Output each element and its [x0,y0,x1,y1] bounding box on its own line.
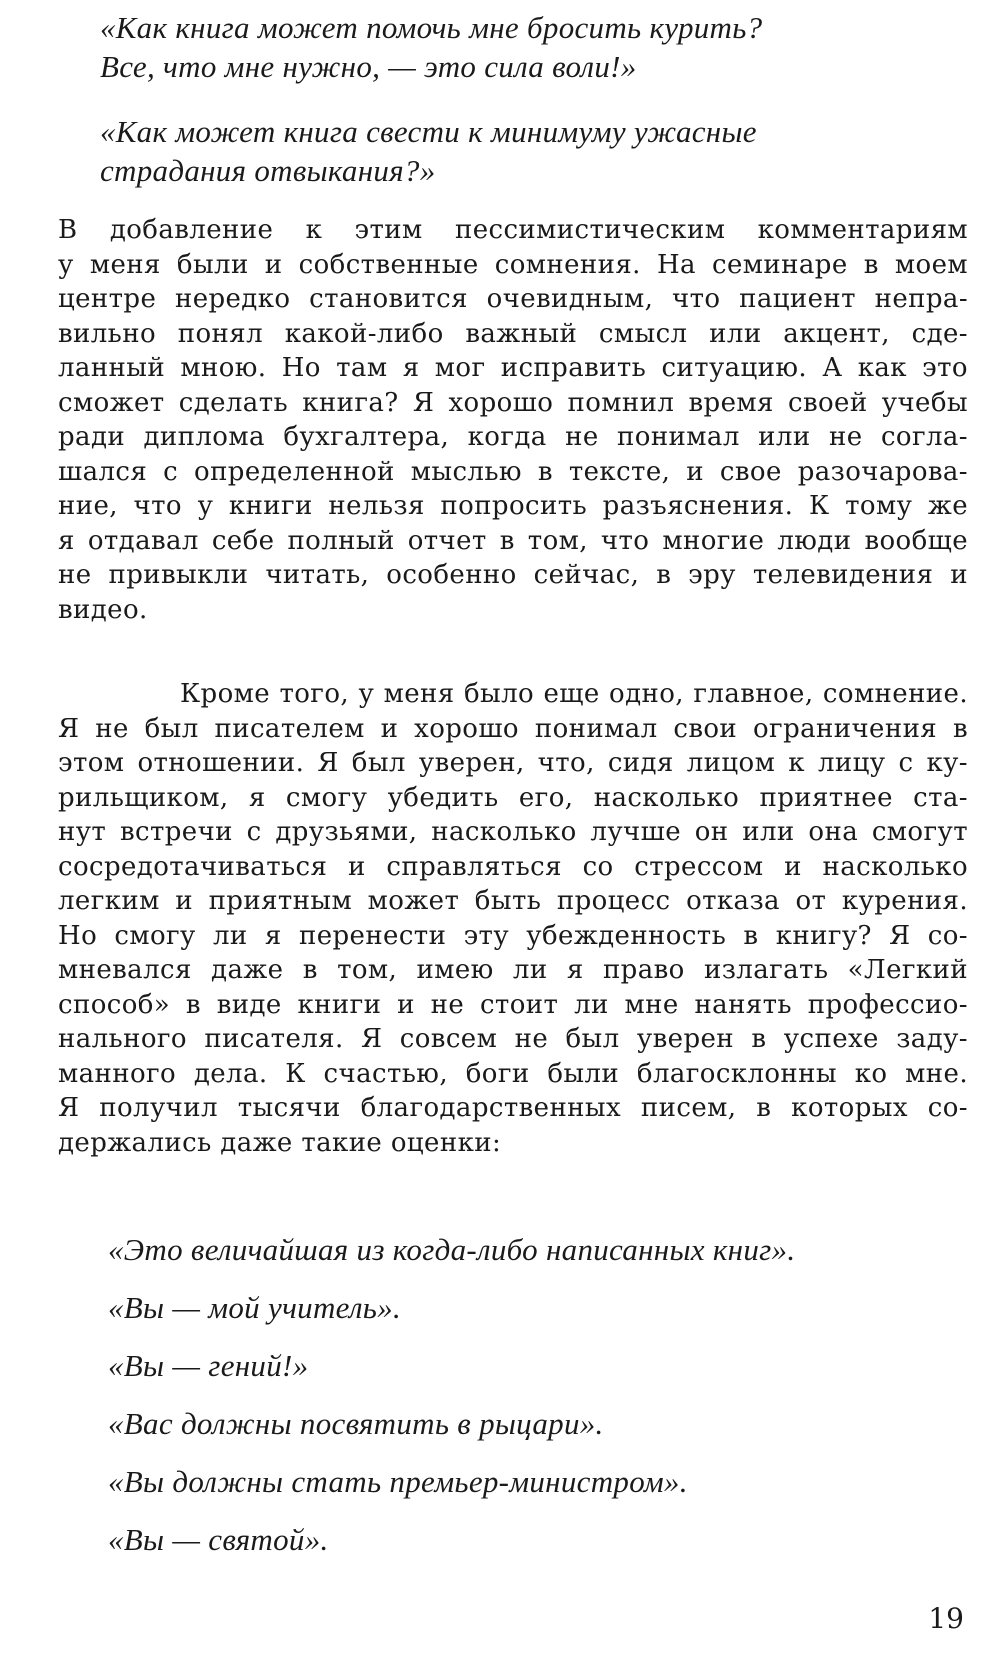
quote-top-1 [100,8,762,86]
page-number: 19 [928,1602,964,1635]
text-line: Я получил тысячи благодарственных писем, в которых со- [58,1093,968,1123]
praise-quote: «Вы — мой учитель». [108,1290,402,1325]
text-line: легким и приятным может быть процесс отказа от курения. [58,886,968,916]
text-line: у меня были и собственные сомнения. На семинаре в моем [58,249,968,280]
paragraph-1 [58,213,968,627]
text-line: центре нередко становится очевидным, что пациент непра- [58,284,968,314]
praise-quote: «Это величайшая из когда-либо написанных книг». [108,1232,796,1267]
praise-quote: «Вы должны стать премьер-министром». [108,1464,688,1499]
quote-top-2 [100,112,757,190]
text-line: Я не был писателем и хорошо понимал свои ограничения в [58,713,968,744]
praise-quote: «Вы — гений!» [108,1348,309,1383]
text-line: ради диплома бухгалтера, когда не понимал или не согла- [58,422,968,452]
text-line: держались даже такие оценки: [58,1127,502,1158]
praise-quote: «Вы — святой». [108,1522,329,1557]
text-line: нального писателя. Я совсем не был уверен в успехе заду- [58,1024,968,1054]
paragraph-2 [58,677,968,1160]
text-line: этом отношении. Я был уверен, что, сидя лицом к лицу с ку- [58,748,968,778]
text-line: видео. [58,594,148,625]
text-line: вильно понял какой-либо важный смысл или акцент, сде- [58,318,968,349]
praise-quote: «Вас должны посвятить в рыцари». [108,1406,604,1441]
quote-line: «Как может книга свести к минимуму ужасные [100,114,757,149]
text-line: манного дела. К счастью, боги были благосклонны ко мне. [58,1058,968,1089]
text-line: мневался даже в том, имею ли я право излагать «Легкий [58,955,968,985]
text-line: рильщиком, я смогу убедить его, насколько приятнее ста- [58,782,968,813]
text-line: В добавление к этим пессимистическим комментариям [58,215,968,245]
text-line: сможет сделать книга? Я хорошо помнил время своей учебы [58,387,968,418]
text-line: не привыкли читать, особенно сейчас, в эру телевидения и [58,560,968,590]
quote-line: страдания отвыкания?» [100,153,436,188]
text-line: я отдавал себе полный отчет в том, что многие люди вообще [58,525,968,556]
text-line: Кроме того, у меня было еще одно, главное, сомнение. [180,679,968,709]
text-line: шался с определенной мыслью в тексте, и свое разочарова- [58,456,968,487]
text-line: сосредотачиваться и справляться со стрессом и насколько [58,851,968,882]
quote-line: Все, что мне нужно, — это сила воли!» [100,49,637,84]
text-line: ние, что у книги нельзя попросить разъяснения. К тому же [58,491,968,521]
text-line: нут встречи с друзьями, насколько лучше он или она смогут [58,817,968,847]
text-line: Но смогу ли я перенести эту убежденность в книгу? Я со- [58,920,968,951]
text-line: ланный мною. Но там я мог исправить ситуацию. А как это [58,353,968,383]
quote-line: «Как книга может помочь мне бросить курить? [100,10,763,45]
text-line: способ» в виде книги и не стоит ли мне нанять профессио- [58,989,968,1020]
